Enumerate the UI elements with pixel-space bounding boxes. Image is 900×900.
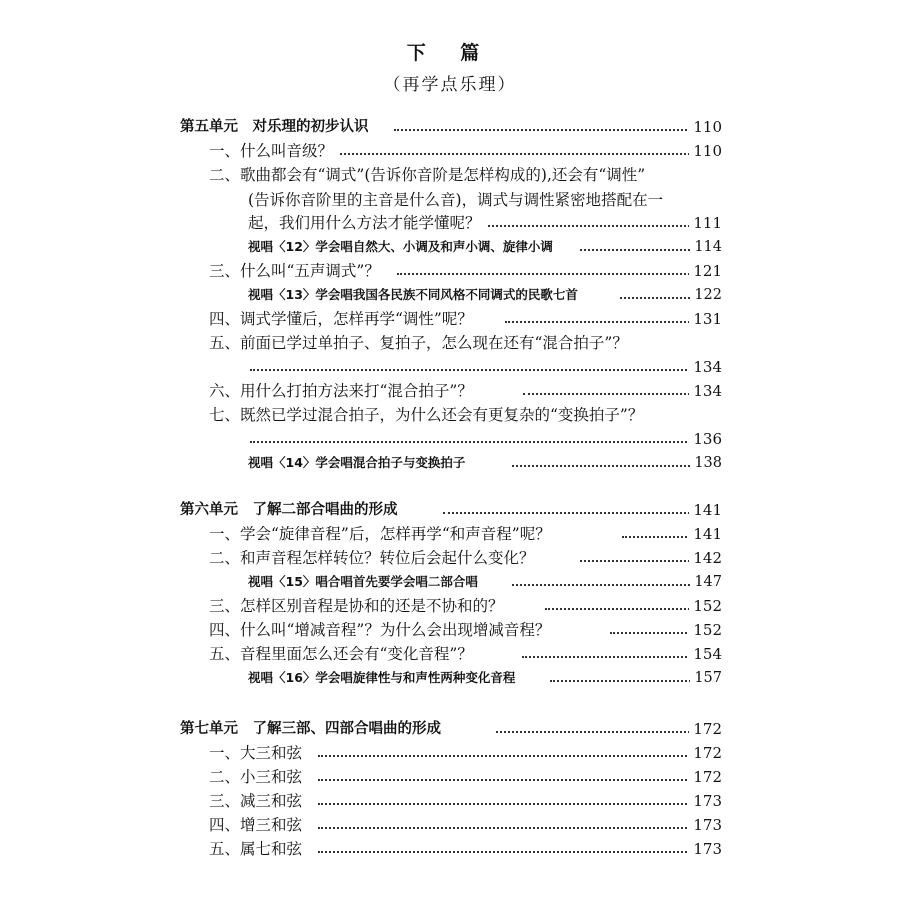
toc-entry xyxy=(0,308,900,330)
toc-page-number: 136 xyxy=(689,428,722,450)
toc-sight-singing-entry xyxy=(0,667,900,689)
toc-entry-title: 四、什么叫“增减音程”？为什么会出现增减音程？ xyxy=(209,619,554,641)
toc-unit-heading xyxy=(0,116,900,138)
toc-entry-title: 五、音程里面怎么还会有“变化音程”？ xyxy=(209,643,477,665)
toc-entry xyxy=(0,790,900,812)
toc-page-number: 154 xyxy=(689,643,722,665)
leader-dots xyxy=(318,851,722,853)
toc-entry-title: 五、属七和弦 xyxy=(209,838,306,860)
toc-page-number: 152 xyxy=(689,595,722,617)
toc-entry-title: 四、调式学懂后，怎样再学“调性”呢？ xyxy=(209,308,477,330)
toc-page-number: 152 xyxy=(689,619,722,641)
toc-sight-singing-entry xyxy=(0,452,900,474)
toc-page-number: 114 xyxy=(690,236,722,258)
leader-dots xyxy=(496,731,722,733)
toc-page-number: 122 xyxy=(690,284,722,306)
toc-entry-title: 五、前面已学过单拍子、复拍子，怎么现在还有“混合拍子”？ xyxy=(209,332,632,354)
toc-entry-title: 二、小三和弦 xyxy=(209,766,306,788)
toc-sight-singing-entry xyxy=(0,284,900,306)
toc-unit-heading xyxy=(0,718,900,740)
toc-page-number: 173 xyxy=(689,838,722,860)
toc-page-number: 131 xyxy=(689,308,722,330)
toc-entry xyxy=(0,164,900,186)
toc-entry xyxy=(0,332,900,354)
toc-entry-title: 起，我们用什么方法才能学懂呢？ xyxy=(248,212,485,234)
toc-page-number: 172 xyxy=(689,742,722,764)
toc-page-number: 110 xyxy=(689,140,722,162)
toc-entry xyxy=(0,742,900,764)
toc-entry-title: 四、增三和弦 xyxy=(209,814,306,836)
toc-entry-title: 第六单元 了解二部合唱曲的形成 xyxy=(180,499,402,521)
toc-sight-singing-entry xyxy=(0,571,900,593)
leader-dots xyxy=(250,441,722,443)
toc-entry xyxy=(0,260,900,282)
toc-entry-title: 一、大三和弦 xyxy=(209,742,306,764)
leader-dots xyxy=(443,512,722,514)
toc-page-number: 147 xyxy=(690,571,722,593)
toc-entry xyxy=(0,547,900,569)
toc-page-number: 134 xyxy=(689,356,722,378)
toc-entry-title: 三、减三和弦 xyxy=(209,790,306,812)
toc-page-number: 138 xyxy=(690,452,722,474)
toc-entry-title: 三、怎样区别音程是协和的还是不协和的？ xyxy=(209,595,508,617)
toc-entry-continuation xyxy=(0,356,900,378)
leader-dots xyxy=(318,755,722,757)
toc-page-number: 141 xyxy=(689,499,722,521)
toc-entry xyxy=(0,838,900,860)
toc-entry-title: 视唱〈14〉学会唱混合拍子与变换拍子 xyxy=(248,452,469,474)
toc-entry-title: 视唱〈12〉学会唱自然大、小调及和声小调、旋律小调 xyxy=(248,236,557,258)
toc-page-number: 173 xyxy=(689,814,722,836)
toc-entry xyxy=(0,766,900,788)
toc-entry xyxy=(0,404,900,426)
toc-entry xyxy=(0,814,900,836)
toc-entry-title: 七、既然已学过混合拍子，为什么还会有更复杂的“变换拍子”？ xyxy=(209,404,647,426)
toc-sight-singing-entry xyxy=(0,236,900,258)
toc-entry-title: 一、学会“旋律音程”后，怎样再学“和声音程”呢？ xyxy=(209,523,555,545)
toc-entry xyxy=(0,619,900,641)
toc-page-number: 142 xyxy=(689,547,722,569)
toc-entry-title: 视唱〈13〉学会唱我国各民族不同风格不同调式的民歌七首 xyxy=(248,284,582,306)
leader-dots xyxy=(394,129,722,131)
leader-dots xyxy=(483,225,722,227)
toc-entry xyxy=(0,595,900,617)
toc-page-number: 121 xyxy=(689,260,722,282)
leader-dots xyxy=(318,779,722,781)
toc-page-number: 173 xyxy=(689,790,722,812)
toc-entry-title: 二、歌曲都会有“调式”(告诉你音阶是怎样构成的),还会有“调性” xyxy=(209,164,649,186)
leader-dots xyxy=(318,827,722,829)
toc-page-number: 172 xyxy=(689,718,722,740)
toc-entry-continuation xyxy=(0,189,900,211)
toc-entry-continuation xyxy=(0,212,900,234)
toc-page-number: 110 xyxy=(689,116,722,138)
toc-unit-heading xyxy=(0,499,900,521)
leader-dots xyxy=(250,369,722,371)
toc-entry-title: 三、什么叫“五声调式”？ xyxy=(209,260,384,282)
leader-dots xyxy=(397,273,722,275)
toc-entry-continuation xyxy=(0,428,900,450)
toc-page-number: 134 xyxy=(689,380,722,402)
toc-entry-title: 第五单元 对乐理的初步认识 xyxy=(180,116,373,138)
toc-page-number: 111 xyxy=(689,212,722,234)
page-title: 下 篇 xyxy=(406,42,494,64)
toc-entry-title: 第七单元 了解三部、四部合唱曲的形成 xyxy=(180,718,445,740)
toc-page-number: 141 xyxy=(689,523,722,545)
toc-entry xyxy=(0,523,900,545)
toc-entry xyxy=(0,380,900,402)
toc-entry-title: (告诉你音阶里的主音是什么音)，调式与调性紧密地搭配在一 xyxy=(248,189,667,211)
toc-entry-title: 六、用什么打拍方法来打“混合拍子”？ xyxy=(209,380,477,402)
toc-entry-title: 一、什么叫音级？ xyxy=(209,140,337,162)
toc-entry xyxy=(0,140,900,162)
leader-dots xyxy=(318,803,722,805)
toc-entry-title: 二、和声音程怎样转位？转位后会起什么变化？ xyxy=(209,547,539,569)
page-subtitle: （再学点乐理） xyxy=(383,75,517,95)
leader-dots xyxy=(335,153,722,155)
toc-entry-title: 视唱〈16〉学会唱旋律性与和声性两种变化音程 xyxy=(248,667,519,689)
toc-entry xyxy=(0,643,900,665)
toc-entry-title: 视唱〈15〉唱合唱首先要学会唱二部合唱 xyxy=(248,571,482,593)
toc-page-number: 157 xyxy=(690,667,722,689)
toc-page-number: 172 xyxy=(689,766,722,788)
